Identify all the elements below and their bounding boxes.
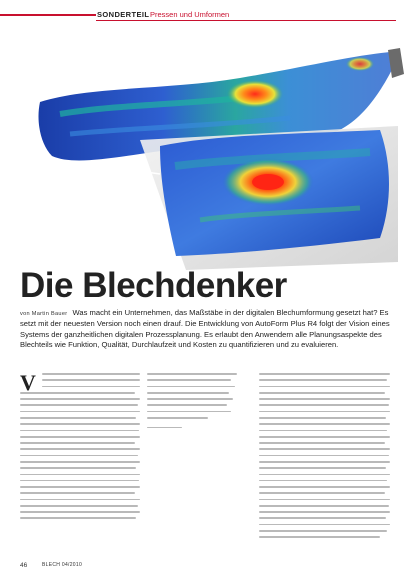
body-column-1: [20, 370, 140, 524]
magazine-issue: BLECH 04/2010: [42, 562, 83, 568]
header-rule: [96, 20, 396, 21]
page-number: 46: [20, 562, 28, 569]
section-label: SONDERTEIL: [97, 10, 150, 19]
image-caption: [147, 373, 249, 433]
byline: von Martin Bauer: [20, 311, 68, 317]
article-lead: [20, 308, 392, 351]
simulation-image: [0, 34, 410, 274]
section-accent-bar: [0, 14, 96, 16]
drop-cap: V: [20, 370, 36, 395]
body-column-3: [259, 373, 390, 543]
section-topic: Pressen und Umformen: [150, 10, 230, 19]
article-title: Die Blechdenker: [20, 266, 287, 305]
lead-text: Was macht ein Unternehmen, das Maßstäbe in der digitalen Blechumformung gesetzt hat? Es setzt mit der neuesten Version noch einen drauf. Die Entwicklung von AutoForm Plus R4 folgt der Vision eines Systems der ganzheitlichen digitalen Prozessplanung. Es erlaubt den Anwendern alle Planungsaspekte des Blechteils wie Funktion, Qualität, Durchlaufzeit und Kosten zu quantifizieren und zu evaluieren.: [20, 308, 390, 350]
